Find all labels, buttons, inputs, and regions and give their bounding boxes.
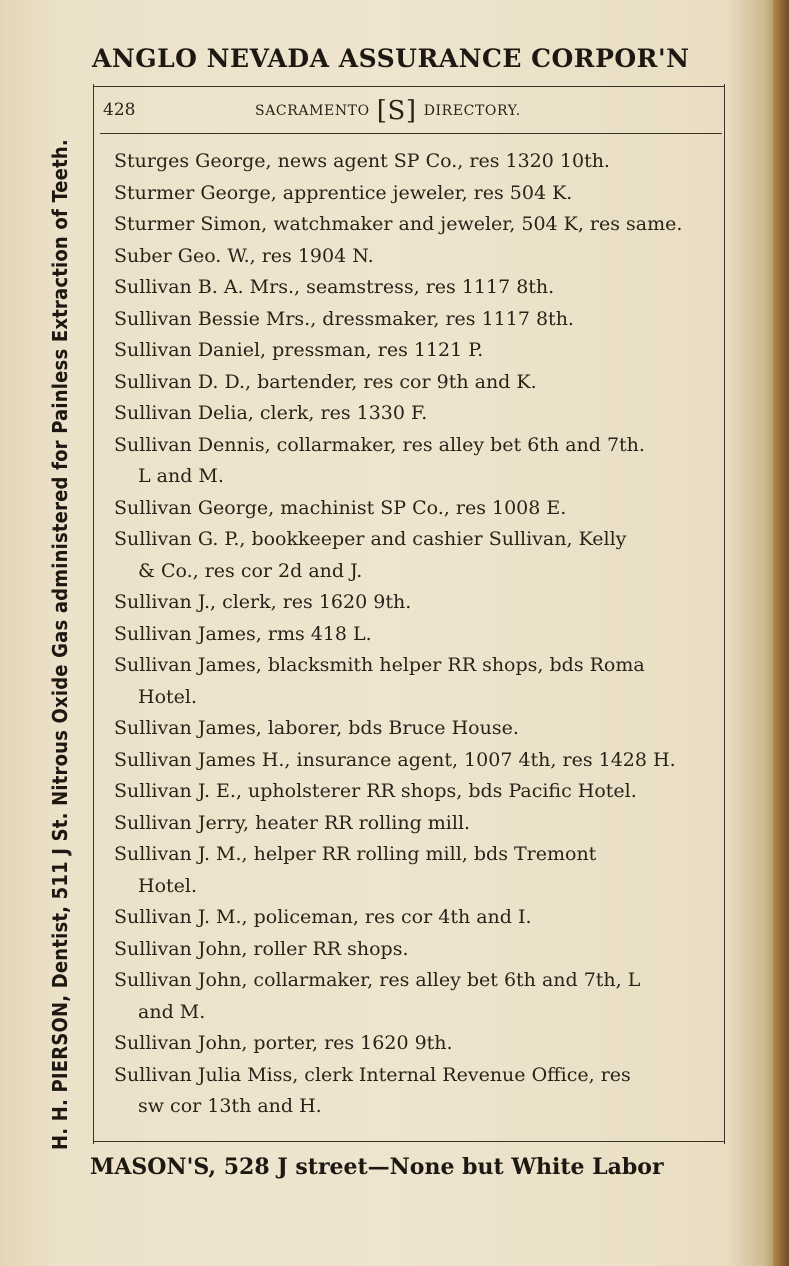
header-right-word: DIRECTORY. <box>423 103 521 119</box>
entry-text: Sullivan James, laborer, bds Bruce House. <box>114 717 519 739</box>
entry-continuation: & Co., res cor 2d and J. <box>138 559 363 582</box>
directory-entry <box>114 934 724 966</box>
directory-entry <box>114 209 724 241</box>
directory-entry <box>114 178 724 210</box>
entry-text: Sullivan Julia Miss, clerk Internal Revenue Office, res <box>114 1063 631 1086</box>
entry-text: Sturges George, news agent SP Co., res 1320 10th. <box>114 150 610 172</box>
directory-entry <box>114 241 724 273</box>
directory-entry <box>114 493 724 525</box>
directory-entry <box>114 304 724 336</box>
entry-continuation: Hotel. <box>138 874 198 897</box>
directory-entry <box>114 650 724 713</box>
directory-entry <box>114 808 724 840</box>
entry-continuation: Hotel. <box>138 685 198 708</box>
entry-text: Sullivan John, collarmaker, res alley bet 6th and 7th, L <box>114 969 641 991</box>
entry-text: Sturmer George, apprentice jeweler, res 504 K. <box>114 181 573 204</box>
directory-entry <box>114 1028 724 1060</box>
entry-text: Sullivan Bessie Mrs., dressmaker, res 1117 8th. <box>114 307 574 330</box>
entry-text: Sullivan Dennis, collarmaker, res alley bet 6th and 7th. <box>114 433 645 456</box>
directory-entry <box>114 965 724 1028</box>
bottom-advertisement-banner: MASON'S, 528 J street—None but White Labor <box>90 1154 664 1180</box>
entry-text: Sullivan G. P., bookkeeper and cashier Sullivan, Kelly <box>114 528 627 550</box>
bottom-rule <box>93 1141 725 1142</box>
directory-entry <box>114 713 724 745</box>
directory-entry <box>114 335 724 367</box>
entry-text: Sullivan John, roller RR shops. <box>114 937 409 960</box>
entry-text: Sullivan D. D., bartender, res cor 9th and K. <box>114 370 537 393</box>
entry-text: Sullivan J. E., upholsterer RR shops, bds Pacific Hotel. <box>114 780 637 802</box>
entry-continuation: and M. <box>138 1000 206 1023</box>
directory-entry <box>114 398 724 430</box>
directory-entry <box>114 367 724 399</box>
entry-text: Sullivan James, blacksmith helper RR shops, bds Roma <box>114 654 645 676</box>
entry-text: Sullivan George, machinist SP Co., res 1008 E. <box>114 496 567 519</box>
entry-text: Sullivan Daniel, pressman, res 1121 P. <box>114 339 484 361</box>
directory-entry <box>114 619 724 651</box>
directory-entry <box>114 272 724 304</box>
directory-entry <box>114 524 724 587</box>
directory-entry <box>114 776 724 808</box>
entry-text: Sullivan James, rms 418 L. <box>114 622 372 645</box>
header-rule <box>100 133 722 134</box>
entry-text: Sullivan J. M., policeman, res cor 4th and I. <box>114 906 532 928</box>
running-header <box>103 96 715 128</box>
entry-text: Sullivan Jerry, heater RR rolling mill. <box>114 811 471 834</box>
page-number: 428 <box>103 100 136 120</box>
entry-text: Sturmer Simon, watchmaker and jeweler, 504 K, res same. <box>114 213 683 235</box>
directory-entry <box>114 745 724 777</box>
entry-text: Sullivan J. M., helper RR rolling mill, bds Tremont <box>114 843 597 865</box>
side-advertisement-banner: H. H. PIERSON, Dentist, 511 J St. Nitrous Oxide Gas administered for Painless Extraction of Teeth. <box>48 139 72 1150</box>
directory-entry <box>114 587 724 619</box>
entry-text: Suber Geo. W., res 1904 N. <box>114 244 374 267</box>
directory-entries <box>114 146 724 1123</box>
entry-text: Sullivan J., clerk, res 1620 9th. <box>114 591 412 613</box>
entry-text: Sullivan James H., insurance agent, 1007 4th, res 1428 H. <box>114 748 676 771</box>
header-left-word: SACRAMENTO <box>255 103 370 119</box>
directory-entry <box>114 839 724 902</box>
section-letter: [S] <box>376 96 417 126</box>
entry-text: Sullivan B. A. Mrs., seamstress, res 1117 8th. <box>114 276 555 298</box>
top-advertisement-banner: ANGLO NEVADA ASSURANCE CORPOR'N <box>92 44 690 73</box>
directory-entry <box>114 1060 724 1123</box>
entry-continuation: L and M. <box>138 465 224 487</box>
book-spine-edge <box>773 0 789 1266</box>
top-rule <box>93 86 725 87</box>
directory-entry <box>114 430 724 493</box>
entry-continuation: sw cor 13th and H. <box>138 1095 322 1117</box>
header-title <box>255 96 521 126</box>
directory-entry <box>114 146 724 178</box>
entry-text: Sullivan Delia, clerk, res 1330 F. <box>114 402 428 424</box>
directory-entry <box>114 902 724 934</box>
entry-text: Sullivan John, porter, res 1620 9th. <box>114 1032 453 1054</box>
